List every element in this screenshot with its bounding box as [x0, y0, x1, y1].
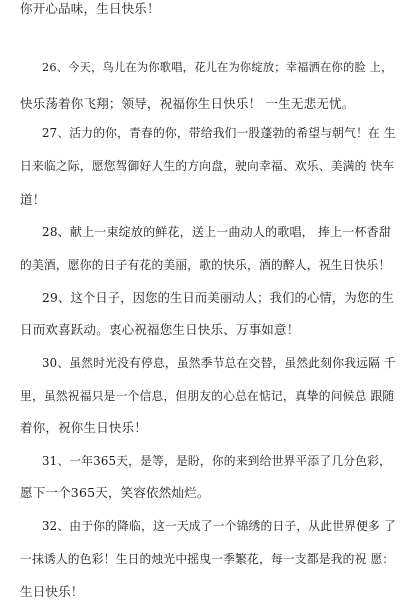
paragraph-29-line-2: 日而欢喜跃动。衷心祝福您生日快乐、万事如意！	[20, 322, 300, 337]
paragraph-31-line-2: 愿下一个365天，笑容依然灿烂。	[20, 485, 210, 500]
paragraph-30-line-1: 30、虽然时光没有停息，虽然季节总在交替，虽然此刻你我远隔 千	[42, 356, 396, 370]
paragraph-32-line-3: 生日快乐！	[20, 584, 84, 599]
paragraph-30-line-2: 里，虽然祝福只是一个信息，但朋友的心总在惦记，真挚的问候总 跟随	[20, 389, 395, 403]
paragraph-28-line-2: 的美酒，愿你的日子有花的美丽，歌的快乐，酒的醉人，祝生日快乐！	[20, 258, 391, 272]
paragraph-26-line-2: 快乐荡着你飞翔；领导，祝福你生日快乐！ 一生无悲无忧。	[20, 96, 355, 111]
paragraph-30-line-3: 着你，祝你生日快乐！	[20, 420, 148, 435]
paragraph-27-line-2: 日来临之际，愿您驾御好人生的方向盘，驶向幸福、欢乐、美满的 快车	[20, 159, 395, 173]
paragraph-32-line-2: 一抹诱人的色彩！生日的烛光中摇曳一季繁花，每一支都是我的祝 愿：	[20, 552, 395, 566]
paragraph-31-line-1: 31、一年365天，是等，是盼，你的来到给世界平添了几分色彩，	[42, 454, 392, 468]
paragraph-29-line-1: 29、这个日子，因您的生日而美丽动人；我们的心情，为您的生	[42, 291, 395, 305]
paragraph-27-line-3: 道！	[20, 192, 46, 207]
paragraph-32-line-1: 32、由于你的降临，这一天成了一个锦绣的日子，从此世界便多 了	[42, 519, 396, 533]
paragraph-28-line-1: 28、献上一束绽放的鲜花，送上一曲动人的歌唱， 捧上一杯香甜	[42, 225, 392, 239]
paragraph-27-line-1: 27、活力的你，青春的你，带给我们一股蓬勃的希望与朝气！在 生	[42, 126, 396, 140]
text-line: 你开心品味，生日快乐！	[20, 1, 160, 16]
paragraph-26-line-1: 26、今天，鸟儿在为你歌唱，花儿在为你绽放；幸福洒在你的脸 上，	[42, 61, 393, 74]
